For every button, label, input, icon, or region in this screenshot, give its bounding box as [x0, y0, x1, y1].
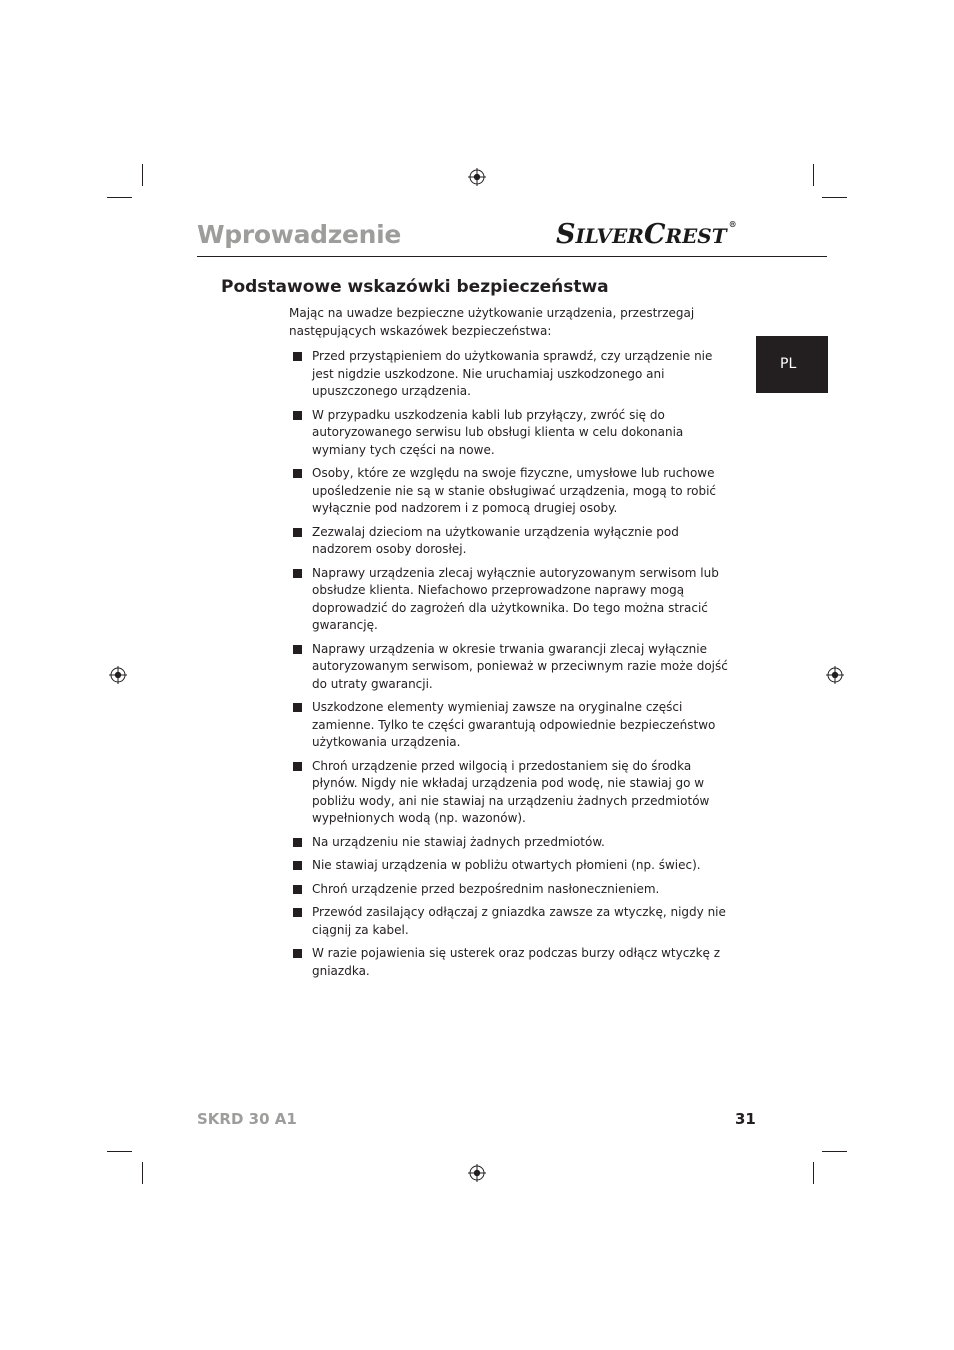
- language-tab: PL: [756, 336, 828, 393]
- square-bullet-icon: [293, 645, 302, 654]
- list-item-text: Uszkodzone elementy wymieniaj zawsze na oryginalne części zamienne. Tylko te części gwarantują odpowiednie bezpieczeństwo użytkowania urządzenia.: [312, 700, 716, 749]
- crop-mark: [822, 1151, 847, 1152]
- list-item-text: Przewód zasilający odłączaj z gniazdka zawsze za wtyczkę, nigdy nie ciągnij za kabel.: [312, 905, 726, 937]
- crop-mark: [813, 1162, 814, 1184]
- safety-instructions-list: [291, 348, 736, 986]
- list-item-text: Przed przystąpieniem do użytkowania sprawdź, czy urządzenie nie jest nigdzie uszkodzone. Nie uruchamiaj uszkodzonego ani upuszczonego urządzenia.: [312, 349, 713, 398]
- list-item-text: W razie pojawienia się usterek oraz podczas burzy odłącz wtyczkę z gniazdka.: [312, 946, 721, 978]
- list-item: [291, 565, 736, 635]
- list-item: [291, 465, 736, 518]
- list-item-text: Naprawy urządzenia zlecaj wyłącznie autoryzowanym serwisom lub obsłudze klienta. Niefachowo przeprowadzone naprawy mogą doprowadzić do zagrożeń dla użytkownika. Do tego można stracić gwarancję.: [312, 565, 719, 632]
- square-bullet-icon: [293, 885, 302, 894]
- square-bullet-icon: [293, 949, 302, 958]
- list-item: [291, 904, 736, 939]
- registration-mark-icon: [826, 666, 844, 684]
- list-item-text: Chroń urządzenie przed bezpośrednim nasłonecznieniem.: [312, 881, 660, 896]
- crop-mark: [142, 1162, 143, 1184]
- list-item: [291, 945, 736, 980]
- square-bullet-icon: [293, 908, 302, 917]
- registration-mark-icon: [468, 168, 486, 186]
- square-bullet-icon: [293, 411, 302, 420]
- chapter-title: Wprowadzenie: [197, 220, 402, 249]
- brand-logo: SILVERCREST ®: [556, 219, 737, 250]
- intro-paragraph: Mając na uwadze bezpieczne użytkowanie urządzenia, przestrzegaj następujących wskazówek bezpieczeństwa:: [289, 306, 695, 338]
- square-bullet-icon: [293, 762, 302, 771]
- header-divider: [197, 256, 827, 257]
- list-item: [291, 857, 736, 875]
- registration-mark-icon: [468, 1164, 486, 1182]
- list-item: [291, 881, 736, 899]
- square-bullet-icon: [293, 469, 302, 478]
- square-bullet-icon: [293, 703, 302, 712]
- list-item: [291, 699, 736, 752]
- square-bullet-icon: [293, 569, 302, 578]
- list-item-text: Chroń urządzenie przed wilgocią i przedostaniem się do środka płynów. Nigdy nie wkładaj urządzenia pod wodę, nie stawiaj go w pobliżu wody, ani nie stawiaj na urządzeniu żadnych przedmiotów wypełnionych wodą (np. wazonów).: [312, 758, 710, 825]
- list-item-text: Osoby, które ze względu na swoje fizyczne, umysłowe lub ruchowe upośledzenie nie są w stanie obsługiwać urządzenia, mogą to robić wyłącznie pod nadzorem i z pomocą drugiej osoby.: [312, 466, 717, 515]
- list-item: [291, 758, 736, 828]
- footer-model-number: SKRD 30 A1: [197, 1110, 297, 1128]
- list-item-text: Nie stawiaj urządzenia w pobliżu otwartych płomieni (np. świec).: [312, 858, 701, 872]
- list-item-text: Naprawy urządzenia w okresie trwania gwarancji zlecaj wyłącznie autoryzowanym serwisom, ponieważ w przeciwnym razie może dojść do utraty gwarancji.: [312, 641, 728, 691]
- list-item: [291, 407, 736, 460]
- list-item-text: Na urządzeniu nie stawiaj żadnych przedmiotów.: [312, 834, 605, 849]
- crop-mark: [822, 197, 847, 198]
- square-bullet-icon: [293, 861, 302, 870]
- section-heading: Podstawowe wskazówki bezpieczeństwa: [221, 277, 609, 297]
- page-number: 31: [735, 1110, 756, 1128]
- crop-mark: [813, 164, 814, 186]
- registration-mark-icon: [109, 666, 127, 684]
- list-item-text: W przypadku uszkodzenia kabli lub przyłączy, zwróć się do autoryzowanego serwisu lub obsługi klienta w celu dokonania wymiany tych części na nowe.: [312, 407, 684, 457]
- list-item-text: Zezwalaj dzieciom na użytkowanie urządzenia wyłącznie pod nadzorem osoby dorosłej.: [312, 524, 679, 556]
- square-bullet-icon: [293, 528, 302, 537]
- crop-mark: [142, 164, 143, 186]
- list-item: [291, 348, 736, 401]
- list-item: [291, 641, 736, 694]
- crop-mark: [107, 197, 132, 198]
- list-item: [291, 524, 736, 559]
- list-item: [291, 834, 736, 852]
- square-bullet-icon: [293, 838, 302, 847]
- crop-mark: [107, 1151, 132, 1152]
- square-bullet-icon: [293, 352, 302, 361]
